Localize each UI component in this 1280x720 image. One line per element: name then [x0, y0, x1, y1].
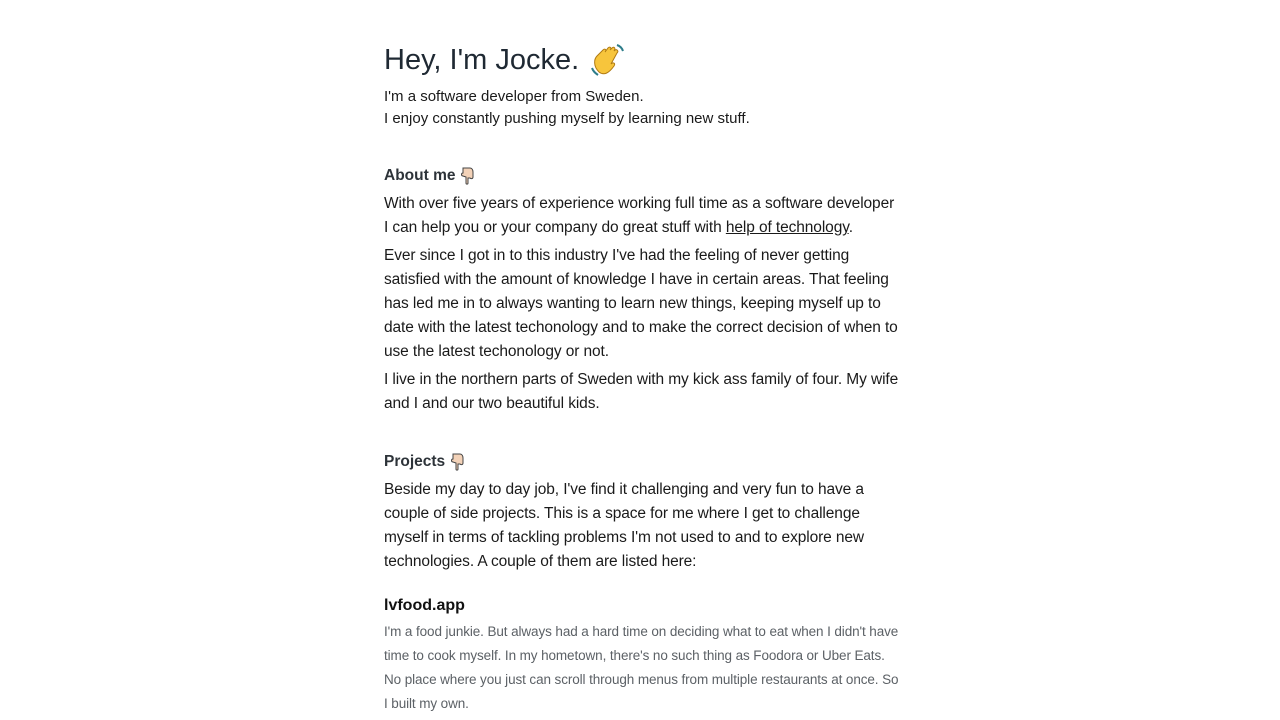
about-heading: About me: [384, 164, 900, 188]
about-paragraph-2: Ever since I got in to this industry I've had the feeling of never getting satisfied with the amount of knowledge I have in certain areas. That feeling has led me in to always wanting to learn new things, keeping myself up to date with the latest techonology and to make the correct decision of when to use the latest techonology or not.: [384, 247, 898, 360]
pointing-down-icon: [449, 453, 465, 471]
main-content: [384, 38, 900, 716]
page-title: Hey, I'm Jocke.: [384, 38, 900, 82]
about-paragraph-1: With over five years of experience working full time as a software developer I can help you or your company do great stuff with help of technology.: [384, 195, 895, 236]
pointing-down-icon: [459, 167, 475, 185]
waving-hand-icon: [589, 42, 625, 78]
project-description: I'm a food junkie. But always had a hard time on deciding what to eat when I didn't have time to cook myself. In my hometown, there's no such thing as Foodora or Uber Eats. No place where you just can scroll through menus from multiple restaurants at once. So I built my own.: [384, 624, 899, 711]
project-item: [384, 594, 900, 716]
intro-text: I'm a software developer from Sweden. I enjoy constantly pushing myself by learning new stuff.: [384, 88, 750, 127]
projects-heading: Projects: [384, 450, 900, 474]
help-of-technology-link[interactable]: help of technology: [725, 219, 849, 236]
project-name: lvfood.app: [384, 597, 465, 614]
projects-intro: Beside my day to day job, I've find it challenging and very fun to have a couple of side projects. This is a space for me where I get to challenge myself in terms of tackling problems I'm not used to and to explore new technologies. A couple of them are listed here:: [384, 481, 865, 570]
about-paragraph-3: I live in the northern parts of Sweden with my kick ass family of four. My wife and I and our two beautiful kids.: [384, 371, 899, 412]
